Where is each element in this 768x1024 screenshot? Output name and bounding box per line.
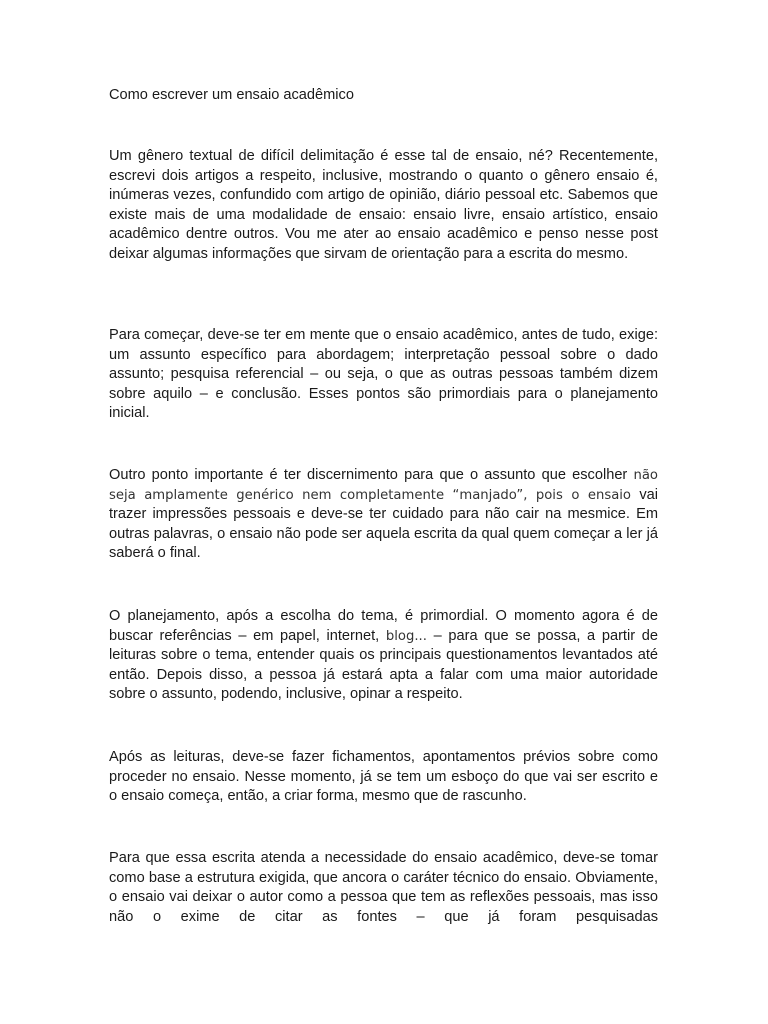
paragraph-2: Para começar, deve-se ter em mente que o ensaio acadêmico, antes de tudo, exige: um assunto específico para abordagem; interpretação pessoal sobre o dado assunto; pesquisa referencial – ou seja, o que as outras pessoas também dizem sobre aquilo – e conclusão. Esses pontos são primordiais para o planejamento inicial. — [109, 327, 658, 422]
paragraph-3-alt-font-line: não seja amplamente genérico nem completamente “manjado”, pois o ensaio — [109, 468, 658, 503]
paragraph-5: Após as leituras, deve-se fazer fichamentos, apontamentos prévios sobre como proceder no ensaio. Nesse momento, já se tem um esboço do que vai ser escrito e o ensaio começa, então, a criar forma, mesmo que de rascunho. — [109, 749, 658, 805]
paragraph-4 — [109, 607, 658, 705]
paragraph-1: Um gênero textual de difícil delimitação é esse tal de ensaio, né? Recentemente, escrevi dois artigos a respeito, inclusive, mostrando o quanto o gênero ensaio é, inúmeras vezes, confundido com artigo de opinião, diário pessoal etc. Sabemos que existe mais de uma modalidade de ensaio: ensaio livre, ensaio artístico, ensaio acadêmico dentre outros. Vou me ater ao ensaio acadêmico e penso nesse post deixar algumas informações que sirvam de orientação para a escrita do mesmo. — [109, 148, 658, 262]
paragraph-4-text-end: – para que se possa, a partir de leituras sobre o tema, entender quais os principais questionamentos levantados até então. Depois disso, a pessoa já estará apta a falar com uma maior autoridade sobre o assunto, podendo, inclusive, opinar a respeito. — [109, 627, 658, 703]
paragraph-6: Para que essa escrita atenda a necessidade do ensaio acadêmico, deve-se tomar como base a estrutura exigida, que ancora o caráter técnico do ensaio. Obviamente, o ensaio vai deixar o autor como a pessoa que tem as reflexões pessoais, mas isso não o exime de citar as fontes – que já foram pesquisadas — [109, 850, 658, 925]
paragraph-4-text-start: O planejamento, após a escolha do tema, é primordial. O momento agora é de buscar referências – em papel, internet, — [109, 608, 658, 644]
paragraph-3 — [109, 466, 658, 564]
document-title: Como escrever um ensaio acadêmico — [109, 87, 354, 103]
paragraph-4-blog-word: blog... — [385, 628, 427, 644]
paragraph-3-text-end: vai trazer impressões pessoais e deve-se ter cuidado para não cair na mesmice. Em outras palavras, o ensaio não pode ser aquela escrita da qual quem começar a ler já saberá o final. — [109, 486, 659, 562]
paragraph-3-text-start: Outro ponto importante é ter discernimento para que o assunto que escolher — [109, 467, 634, 483]
